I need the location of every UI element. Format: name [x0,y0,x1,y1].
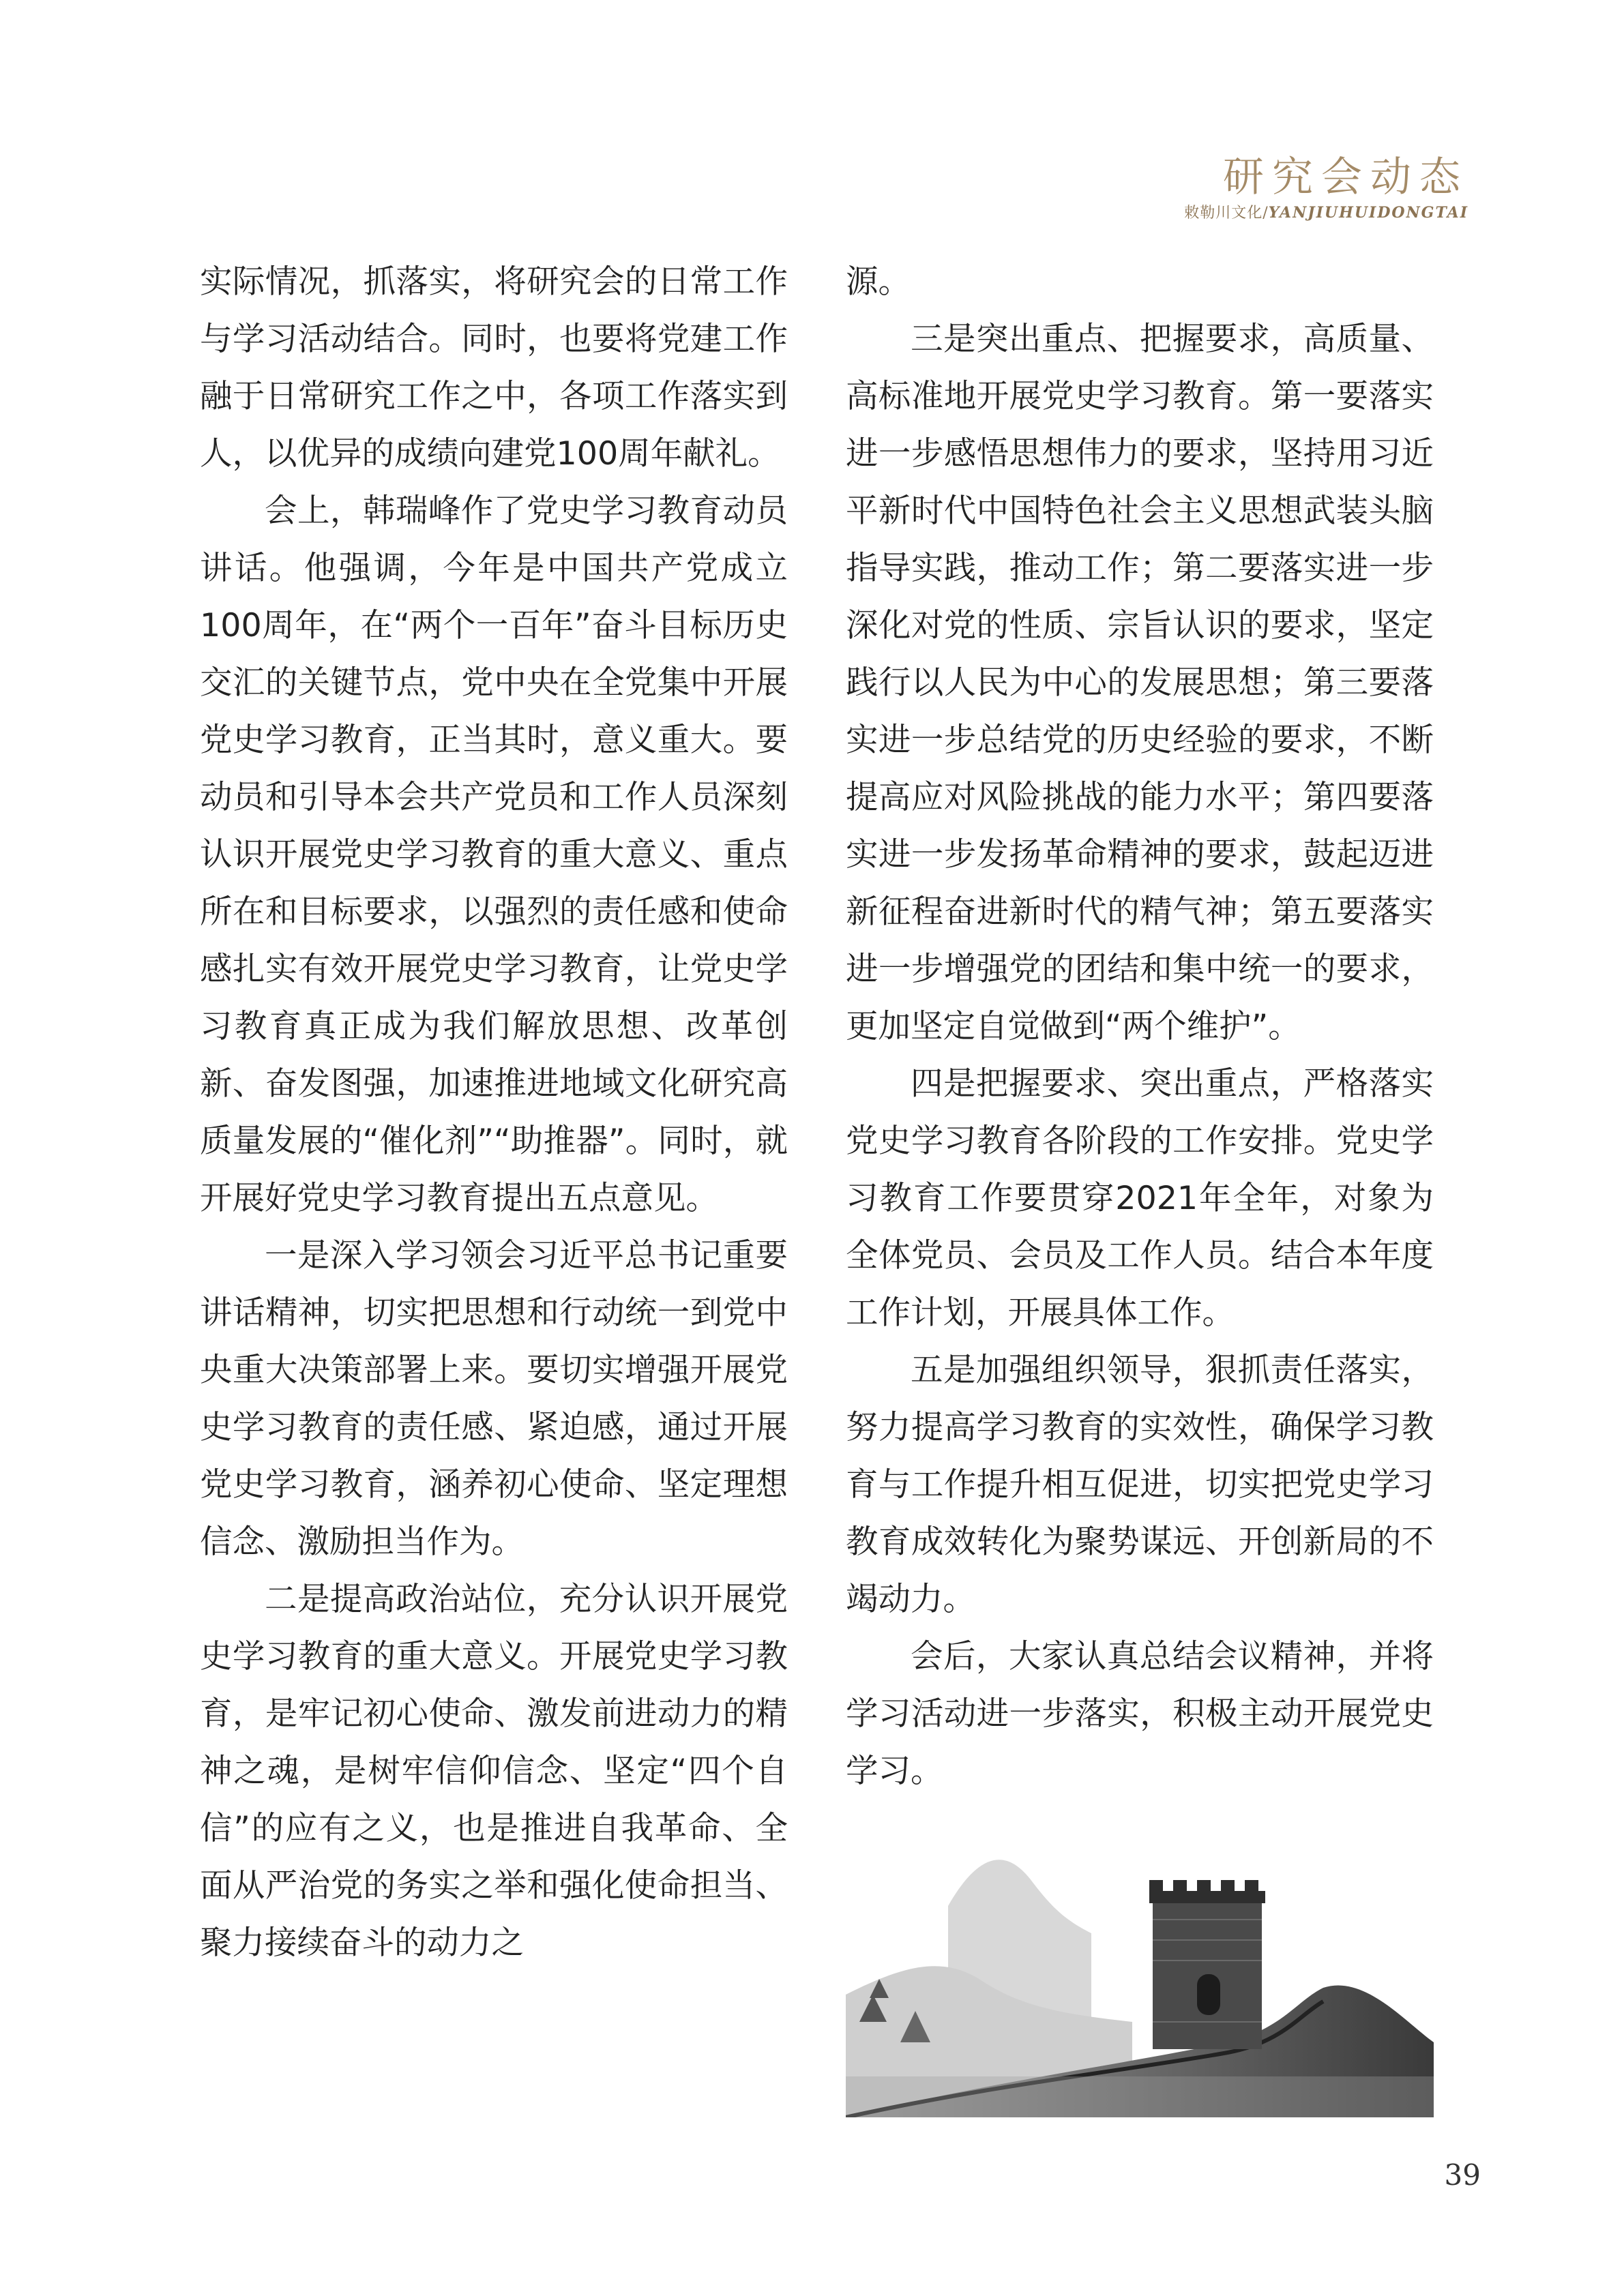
paragraph: 会上，韩瑞峰作了党史学习教育动员讲话。他强调，今年是中国共产党成立100周年，在“两个一百年”奋斗目标历史交汇的关键节点，党中央在全党集中开展党史学习教育，正当其时，意义重大。要动员和引导本会共产党员和工作人员深刻认识开展党史学习教育的重大意义、重点所在和目标要求，以强烈的责任感和使命感扎实有效开展党史学习教育，让党史学习教育真正成为我们解放思想、改革创新、奋发图强，加速推进地域文化研究高质量发展的“催化剂”“助推器”。同时，就开展好党史学习教育提出五点意见。 [200,492,788,1217]
great-wall-illustration-icon [846,1817,1434,2117]
paragraph: 二是提高政治站位，充分认识开展党史学习教育的重大意义。开展党史学习教育，是牢记初心使命、激发前进动力的精神之魂，是树牢信仰信念、坚定“四个自信”的应有之义，也是推进自我革命、全面从严治党的务实之举和强化使命担当、聚力接续奋斗的动力之 [200,1581,788,1962]
paragraph: 三是突出重点、把握要求，高质量、高标准地开展党史学习教育。第一要落实进一步感悟思想伟力的要求，坚持用习近平新时代中国特色社会主义思想武装头脑指导实践，推动工作；第二要落实进一步深化对党的性质、宗旨认识的要求，坚定践行以人民为中心的发展思想；第三要落实进一步总结党的历史经验的要求，不断提高应对风险挑战的能力水平；第四要落实进一步发扬革命精神的要求，鼓起迈进新征程奋进新时代的精气神；第五要落实进一步增强党的团结和集中统一的要求，更加坚定自觉做到“两个维护”。 [846,320,1434,1045]
section-title: 研究会动态 [1223,153,1468,201]
section-subtitle [1184,201,1468,222]
subtitle-cn: 敕勒川文化 [1184,205,1263,222]
paragraph: 五是加强组织领导，狠抓责任落实，努力提高学习教育的实效性，确保学习教育与工作提升相互促进，切实把党史学习教育成效转化为聚势谋远、开创新局的不竭动力。 [846,1352,1434,1618]
page-number: 39 [1444,2158,1481,2192]
left-column [200,254,788,2108]
paragraph: 源。 [846,263,911,301]
subtitle-en: YANJIUHUIDONGTAI [1268,204,1468,222]
paragraph: 会后，大家认真总结会议精神，并将学习活动进一步落实，积极主动开展党史学习。 [846,1638,1434,1790]
subtitle-separator: / [1263,205,1269,222]
paragraph: 四是把握要求、突出重点，严格落实党史学习教育各阶段的工作安排。党史学习教育工作要贯穿2021年全年，对象为全体党员、会员及工作人员。结合本年度工作计划，开展具体工作。 [846,1065,1434,1332]
paragraph: 一是深入学习领会习近平总书记重要讲话精神，切实把思想和行动统一到党中央重大决策部署上来。要切实增强开展党史学习教育的责任感、紧迫感，通过开展党史学习教育，涵养初心使命、坚定理想信念、激励担当作为。 [200,1237,788,1561]
paragraph: 实际情况，抓落实，将研究会的日常工作与学习活动结合。同时，也要将党建工作融于日常研究工作之中，各项工作落实到人，以优异的成绩向建党100周年献礼。 [200,263,788,473]
